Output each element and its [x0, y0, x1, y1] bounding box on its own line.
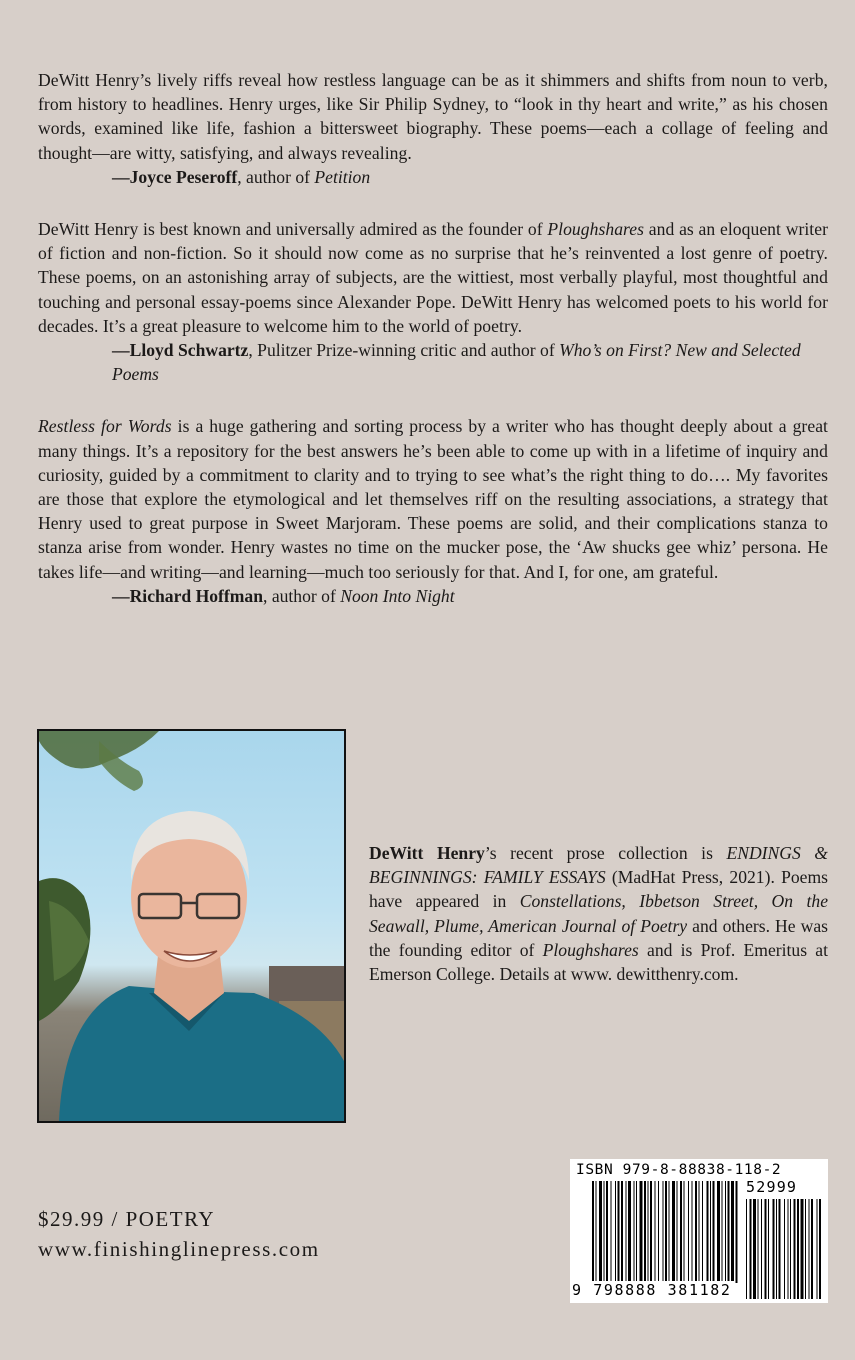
barcode-bar: [707, 1181, 709, 1283]
barcode-bar: [596, 1181, 597, 1283]
barcode-addon-bar: [746, 1199, 747, 1299]
endorsement-peseroff: [38, 68, 828, 189]
barcode-bar: [717, 1181, 720, 1283]
endorsement-hoffman: [38, 414, 828, 608]
endorsement-attribution: —Richard Hoffman, author of Noon Into Night: [112, 585, 455, 606]
endorsement-attribution: —Lloyd Schwartz, Pulitzer Prize-winning critic and author of Who’s on First? New and Selected Poems: [112, 340, 801, 385]
barcode-bar: [722, 1181, 723, 1283]
barcode-number: 9 798888 381182: [572, 1281, 734, 1299]
barcode-bar: [731, 1181, 734, 1283]
barcode-addon-bar: [758, 1199, 759, 1299]
barcode-addon-bar: [779, 1199, 781, 1299]
barcode-addon-bar: [768, 1199, 769, 1299]
barcode-bar: [665, 1181, 667, 1283]
author-bio: DeWitt Henry’s recent prose collection is ENDINGS & BEGINNINGS: FAMILY ESSAYS (MadHat Press, 2021). Poems have appeared in Constellations, Ibbetson Street, On the Seawall, Plume, American Journal of Poetry and others. He was the founding editor of Ploughshares and is Prof. Emeritus at Emerson College. Details at www. dewitthenry.com.: [369, 843, 829, 985]
barcode-bar: [655, 1181, 656, 1283]
barcode-addon-bar: [788, 1199, 789, 1299]
barcode-bar: [725, 1181, 726, 1283]
barcode-bar: [636, 1181, 637, 1283]
barcode-addon-bar: [811, 1199, 813, 1299]
barcode-bar: [692, 1181, 693, 1283]
barcode-bar: [658, 1181, 659, 1283]
barcode-addon-bar: [784, 1199, 785, 1299]
barcode-bar: [650, 1181, 652, 1283]
barcode-bar: [736, 1181, 738, 1283]
barcode-bar: [621, 1181, 623, 1283]
barcode-bar: [695, 1181, 697, 1283]
price-category: $29.99 / POETRY: [38, 1207, 216, 1231]
barcode-bar: [592, 1181, 594, 1283]
barcode-bar: [606, 1181, 608, 1283]
author-portrait-illustration: [39, 731, 344, 1121]
barcode-bar: [615, 1181, 616, 1283]
barcode-bar: [618, 1181, 620, 1283]
barcode-addon-bar: [761, 1199, 762, 1299]
isbn-barcode: [570, 1159, 828, 1303]
barcode-bar: [604, 1181, 605, 1283]
barcode-bar: [702, 1181, 703, 1283]
endorsement-text: DeWitt Henry’s lively riffs reveal how restless language can be as it shimmers and shifts from noun to verb, from history to headlines. Henry urges, like Sir Philip Sydney, to “look in thy heart and write,” as his chosen words, examined like life, fashion a bittersweet biography. These poems—each a collage of feeling and thought—are witty, satisfying, and always revealing.: [38, 70, 828, 163]
endorsements: [38, 68, 828, 636]
barcode-addon-bar: [776, 1199, 777, 1299]
barcode-bar: [684, 1181, 685, 1283]
barcode-bar: [680, 1181, 682, 1283]
publisher-url: www.finishinglinepress.com: [38, 1237, 320, 1261]
endorsement-text: DeWitt Henry is best known and universally admired as the founder of Ploughshares and as an eloquent writer of fiction and non-fiction. So it should now come as no surprise that he’s reinvented a lost genre of poetry. These poems, on an astonishing array of subjects, are the wittiest, most verbally playful, most thoughtful and touching and personal essay-poems since Alexander Pope. DeWitt Henry has welcomed poets to his world for decades. It’s a great pleasure to welcome him to the world of poetry.: [38, 219, 829, 336]
barcode-bar: [599, 1181, 602, 1283]
barcode-bar: [634, 1181, 635, 1283]
barcode-addon-bar: [773, 1199, 775, 1299]
barcode-bar: [710, 1181, 711, 1283]
barcode-addon-bar: [753, 1199, 756, 1299]
barcode-bar: [728, 1181, 730, 1283]
barcode-addon-bar: [797, 1199, 799, 1299]
barcode-bar: [648, 1181, 649, 1283]
barcode-addon-bar: [817, 1199, 818, 1299]
barcode-addon-bar: [750, 1199, 752, 1299]
barcode-bar: [677, 1181, 678, 1283]
barcode-bar: [626, 1181, 627, 1283]
barcode-bar: [688, 1181, 689, 1283]
barcode-addon-bar: [765, 1199, 767, 1299]
barcode-bar: [699, 1181, 700, 1283]
barcode-bar: [640, 1181, 643, 1283]
barcode-addon-bar: [801, 1199, 804, 1299]
endorsement-attribution: —Joyce Peseroff, author of Petition: [112, 166, 371, 187]
barcode-addon-bar: [819, 1199, 821, 1299]
barcode-bar: [669, 1181, 670, 1283]
endorsement-text: Restless for Words is a huge gathering and sorting process by a writer who has thought deeply about a great many things. It’s a repository for the best answers he’s been able to come up with in a lifetime of inquiry and curiosity, guided by a commitment to clarity and to trying to see what’s the right thing to do…. My favorites are those that explore the etymological and let themselves riff on the resulting associations, a strategy that Henry used to great purpose in Sweet Marjoram. These poems are solid, and their complications stanza to stanza arise from wonder. Henry wastes no time on the mucker pose, the ‘Aw shucks gee whiz’ persona. He takes life—and writing—and learning—much too seriously for that. And I, for one, am grateful.: [38, 416, 828, 582]
isbn-label: ISBN 979-8-88838-118-2: [576, 1162, 782, 1178]
barcode-addon-bar: [805, 1199, 806, 1299]
barcode-bar: [713, 1181, 715, 1283]
barcode-addon-number: 52999: [746, 1178, 798, 1196]
barcode-bar: [628, 1181, 631, 1283]
barcode-bar: [663, 1181, 664, 1283]
barcode-addon-bar: [794, 1199, 796, 1299]
author-photo: [37, 729, 346, 1123]
barcode-bar: [644, 1181, 646, 1283]
barcode-bar: [672, 1181, 675, 1283]
barcode-bar: [611, 1181, 612, 1283]
barcode-addon-bar: [790, 1199, 791, 1299]
endorsement-schwartz: [38, 217, 828, 386]
barcode-addon-bar: [809, 1199, 810, 1299]
